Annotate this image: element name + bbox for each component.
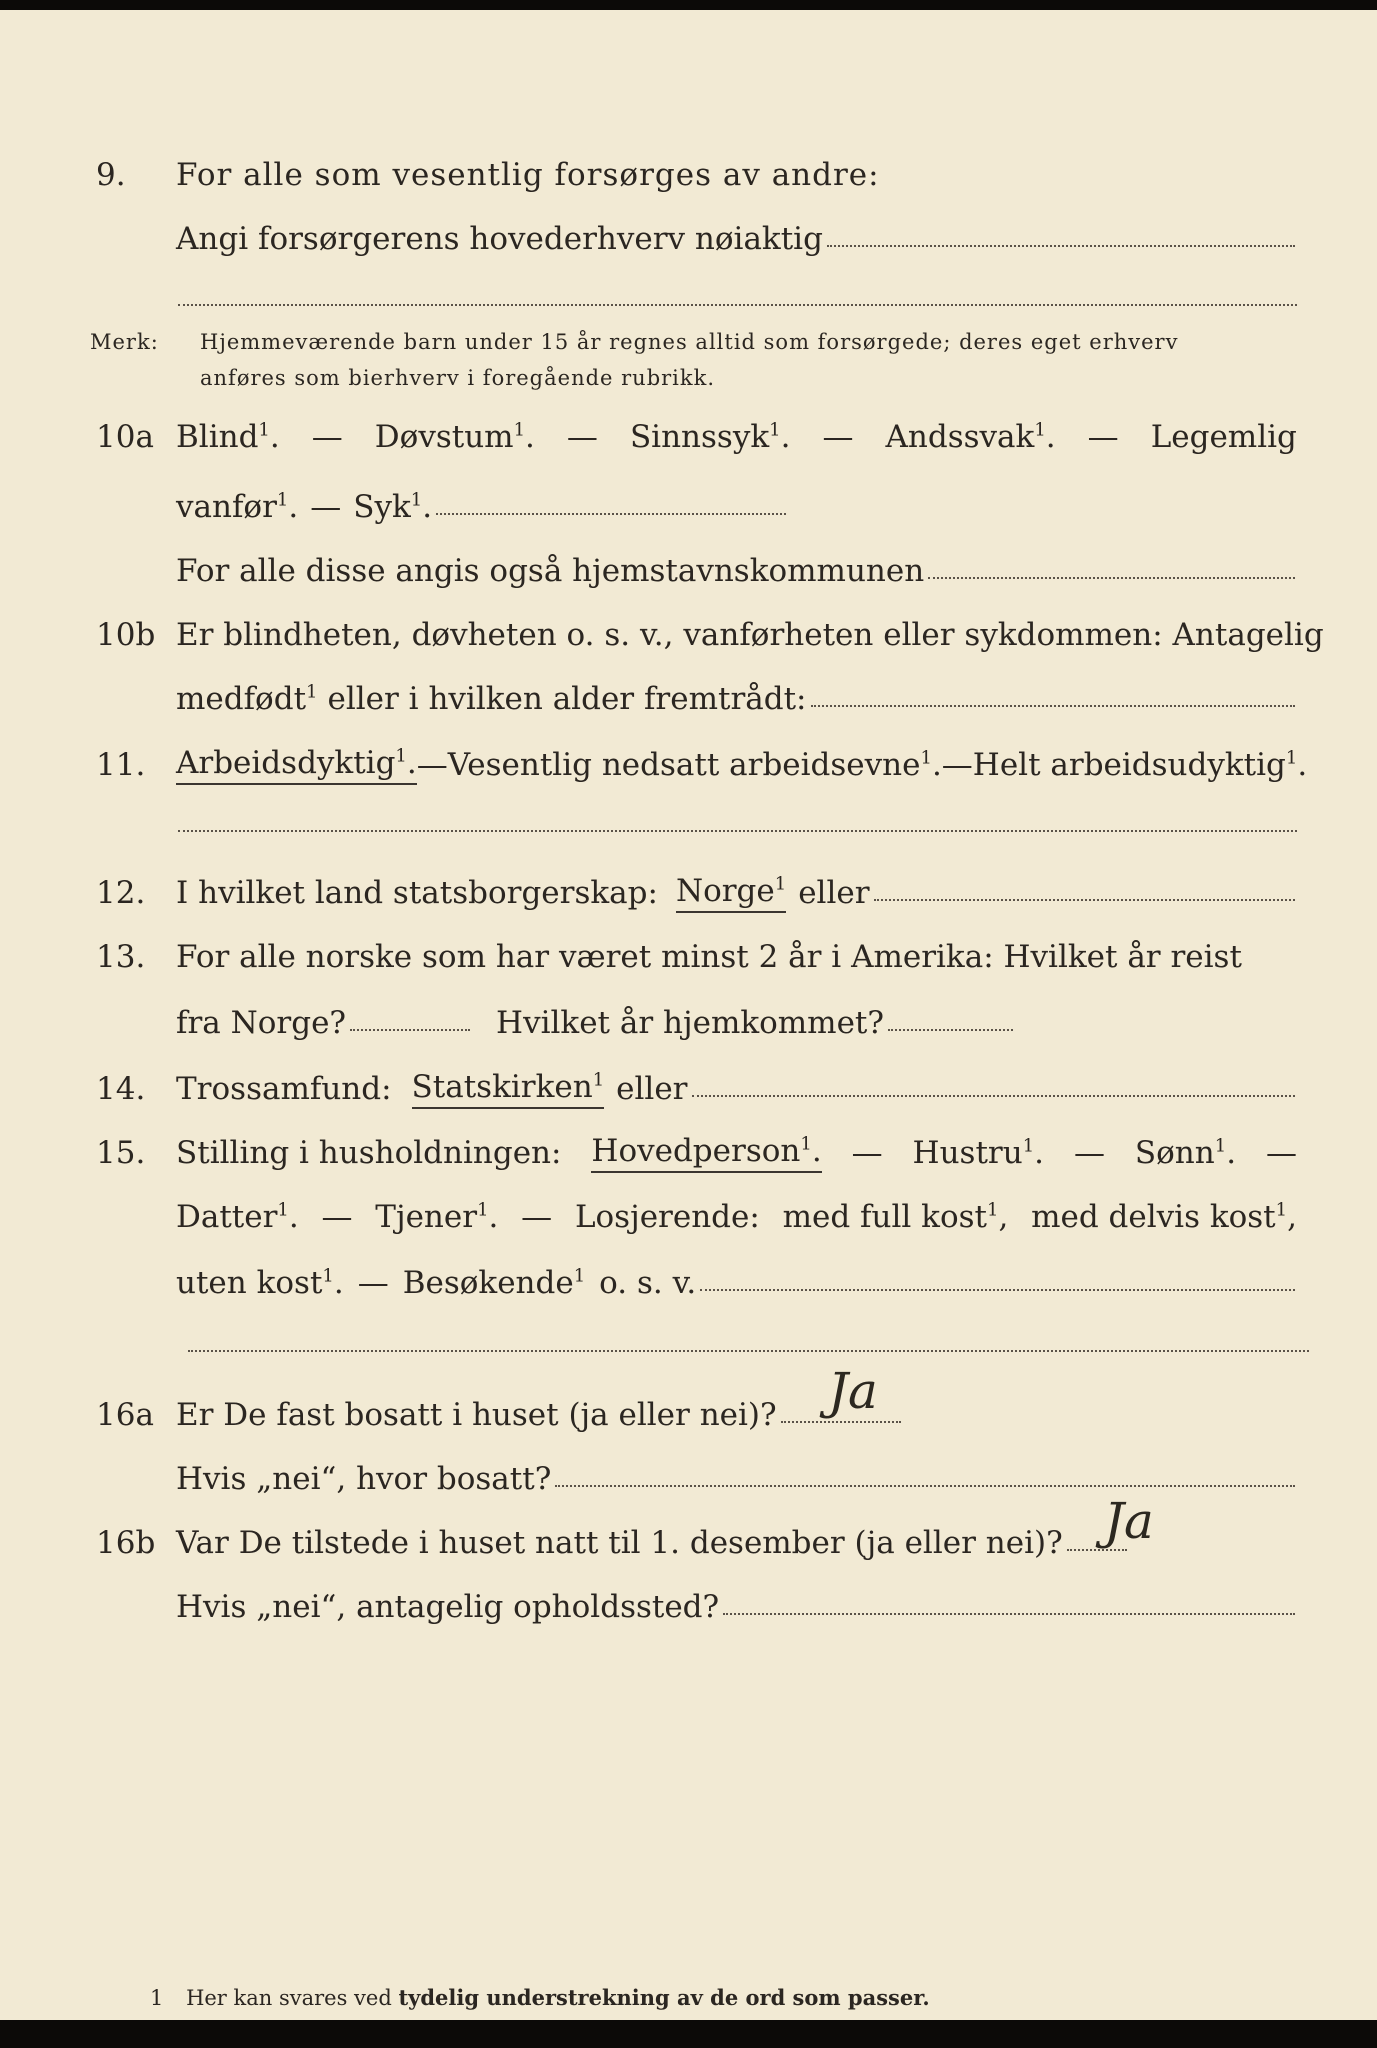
option-statskirken[interactable]: Statskirken$^1$	[412, 1069, 605, 1109]
q10b-line1	[0, 612, 1377, 658]
q12-eller: eller	[798, 875, 870, 911]
footnote	[150, 1985, 930, 2010]
hjemstavnskommune-label: For alle disse angis også hjemstavnskommunen	[176, 553, 925, 589]
losjerende-label: Losjerende:	[574, 1199, 760, 1235]
option-arbeidsdyktig[interactable]: Arbeidsdyktig$^1$.	[176, 745, 417, 785]
q13-hjemkommet-label: Hvilket år hjemkommet?	[496, 1005, 885, 1041]
q9-line2	[0, 216, 1377, 262]
q16b-line2	[0, 1584, 1377, 1630]
option-norge[interactable]: Norge$^1$	[676, 873, 786, 913]
option-besokende[interactable]: Besøkende$^1$	[402, 1265, 586, 1301]
merk-line1: Hjemmeværende barn under 15 år regnes alltid som forsørgede; deres eget erhverv	[200, 330, 1179, 354]
q15-osv: o. s. v.	[599, 1265, 697, 1301]
option-medfodt[interactable]: medfødt$^1$	[176, 681, 318, 717]
q9-answer-field[interactable]	[827, 245, 1295, 247]
option-delvis-kost[interactable]: med delvis kost$^1$,	[1031, 1199, 1297, 1235]
q16b-handwritten-answer: Ja	[1104, 1492, 1154, 1550]
q9-provider-occupation-label: Angi forsørgerens hovederhverv nøiaktig	[176, 221, 823, 257]
q15-question: Stilling i husholdningen:	[176, 1135, 562, 1171]
q15-line3: uten kost$^1$. — Besøkende$^1$ o. s. v.	[0, 1260, 1377, 1306]
footnote-bold-text: tydelig understrekning av de ord som passer.	[398, 1985, 930, 2010]
q16a-handwritten-answer: Ja	[828, 1362, 878, 1420]
option-andssvak[interactable]: Andssvak	[885, 419, 1035, 455]
option-vesentlig-nedsatt[interactable]: Vesentlig nedsatt arbeidsevne$^1$.	[447, 747, 942, 783]
q13-question: For alle norske som har været minst 2 år i Amerika: Hvilket år reist	[176, 939, 1242, 975]
q15-number: 15.	[96, 1135, 146, 1171]
q16a-answer-field[interactable]	[781, 1421, 901, 1423]
q16a-line2	[0, 1456, 1377, 1502]
q16b-opholdssted-field[interactable]	[723, 1613, 1295, 1615]
q15-line1: 15. Stilling i husholdningen: Hovedperson$^1$. — Hustru$^1$. — Sønn$^1$. —	[0, 1130, 1377, 1176]
q10b-number: 10b	[96, 617, 156, 653]
q9-number: 9.	[96, 157, 126, 193]
q10b-question: Er blindheten, døvheten o. s. v., vanførheten eller sykdommen: Antagelig	[176, 617, 1324, 653]
q9-line1	[0, 152, 1377, 198]
q10a-number: 10a	[96, 419, 154, 455]
q14-line	[0, 1066, 1377, 1112]
option-blind[interactable]: Blind	[176, 419, 259, 455]
q16b-number: 16b	[96, 1525, 156, 1561]
q16a-line1	[0, 1392, 1377, 1438]
q14-question: Trossamfund:	[176, 1071, 392, 1107]
q9-extra-answer-line[interactable]	[178, 304, 1297, 306]
q14-eller: eller	[616, 1071, 688, 1107]
q16b-question: Var De tilstede i huset natt til 1. desember (ja eller nei)?	[176, 1525, 1063, 1561]
option-full-kost[interactable]: med full kost$^1$,	[782, 1199, 1009, 1235]
q13-reist-label: fra Norge?	[176, 1005, 347, 1041]
footnote-mark: 1	[150, 1986, 164, 2010]
option-syk[interactable]: Syk$^1$.	[353, 489, 433, 525]
q12-number: 12.	[96, 875, 146, 911]
q14-other-field[interactable]	[692, 1095, 1296, 1097]
hjemstavnskommune-field[interactable]	[928, 577, 1295, 579]
q10b-alder-field[interactable]	[811, 705, 1295, 707]
option-uten-kost[interactable]: uten kost$^1$.	[176, 1265, 344, 1301]
merk-line2: anføres som bierhverv i foregående rubrikk.	[200, 366, 716, 390]
option-datter[interactable]: Datter$^1$.	[176, 1199, 299, 1235]
q14-number: 14.	[96, 1071, 146, 1107]
q10a-line1: 10a Blind$^1$. — Døvstum$^1$. — Sinnssyk$^1$. — Andssvak$^1$. — Legemlig	[0, 414, 1377, 460]
option-dovstum[interactable]: Døvstum	[374, 419, 514, 455]
q10a-line3	[0, 548, 1377, 594]
q16a-question: Er De fast bosatt i huset (ja eller nei)?	[176, 1397, 777, 1433]
option-sonn[interactable]: Sønn$^1$.	[1134, 1135, 1237, 1171]
q15-other-field[interactable]	[700, 1289, 1295, 1291]
q11-line: 11. Arbeidsdyktig$^1$. — Vesentlig nedsatt arbeidsevne$^1$. — Helt arbeidsudyktig$^1$.	[0, 742, 1377, 788]
q11-extra-answer-line[interactable]	[178, 830, 1297, 832]
q10b-line2	[0, 676, 1377, 722]
q16a-number: 16a	[96, 1397, 154, 1433]
q13-number: 13.	[96, 939, 146, 975]
q16b-opholdssted-label: Hvis „nei“, antagelig opholdssted?	[176, 1589, 720, 1625]
q12-question: I hvilket land statsborgerskap:	[176, 875, 658, 911]
option-hustru[interactable]: Hustru$^1$.	[912, 1135, 1045, 1171]
q16a-bosatt-field[interactable]	[555, 1485, 1295, 1487]
q16b-line1	[0, 1520, 1377, 1566]
q15-line2: Datter$^1$. — Tjener$^1$. — Losjerende: med full kost$^1$, med delvis kost$^1$,	[176, 1199, 1297, 1235]
q13-reist-field[interactable]	[350, 1029, 470, 1031]
option-sinnssyk[interactable]: Sinnssyk	[629, 419, 770, 455]
q11-number: 11.	[96, 747, 146, 783]
q13-line1	[0, 934, 1377, 980]
q16a-bosatt-label: Hvis „nei“, hvor bosatt?	[176, 1461, 552, 1497]
option-helt-arbeidsudyktig[interactable]: Helt arbeidsudyktig$^1$.	[972, 747, 1308, 783]
q9-question: For alle som vesentlig forsørges av andre:	[176, 157, 880, 193]
option-vanfor[interactable]: vanfør$^1$.	[176, 489, 299, 525]
option-hovedperson[interactable]: Hovedperson$^1$.	[591, 1133, 821, 1173]
q12-other-country-field[interactable]	[874, 899, 1295, 901]
option-legemlig[interactable]: Legemlig	[1150, 419, 1297, 455]
footnote-lead: Her kan svares ved	[186, 1986, 392, 2010]
q13-line2	[0, 1000, 1377, 1046]
q10a-syk-field[interactable]	[436, 513, 786, 515]
q10a-line2: vanfør$^1$. — Syk$^1$.	[0, 484, 1377, 530]
option-tjener[interactable]: Tjener$^1$.	[375, 1199, 499, 1235]
q13-hjemkommet-field[interactable]	[888, 1029, 1013, 1031]
q15-extra-answer-line[interactable]	[188, 1350, 1309, 1352]
merk-label: Merk:	[90, 330, 159, 354]
q12-line	[0, 870, 1377, 916]
q10b-alder-label: eller i hvilken alder fremtrådt:	[327, 681, 807, 717]
census-form-page	[0, 10, 1377, 2020]
